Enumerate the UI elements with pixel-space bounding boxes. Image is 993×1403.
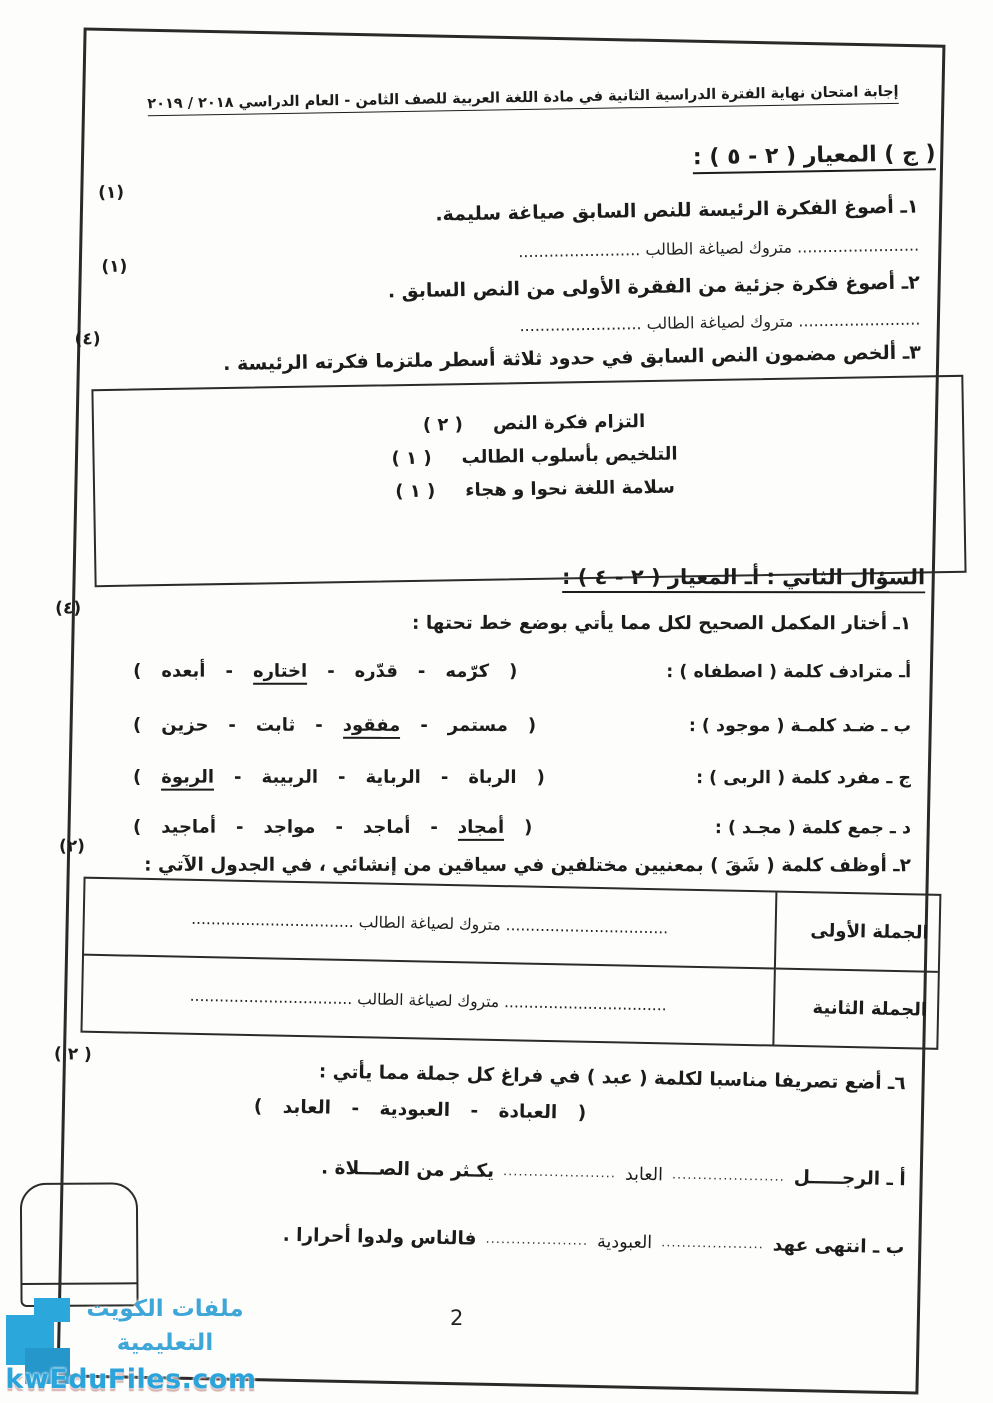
page-number: 2: [450, 1306, 464, 1330]
table-cell-value: ................................. متروك لصياغة الطالب .................................: [189, 986, 667, 1014]
mcq-label: ج ـ مفرد كلمة ( الربى ) :: [696, 768, 912, 789]
question-c1: ١ـ أصوغ الفكرة الرئيسة للنص السابق صياغة سليمة.: [435, 195, 919, 226]
mcq-option: أبعده: [161, 660, 206, 682]
blank-label: أ ـ الرجـــــل: [793, 1166, 906, 1191]
blank-tail: يكـثر من الصـــلاة .: [320, 1157, 495, 1182]
page-border-frame: [53, 27, 946, 1394]
rubric-score: ( ٢ ): [422, 414, 464, 436]
dotted-blank: ....................: [485, 1231, 589, 1249]
section-c-heading: ( ج ) المعيار ( ٢ - ٥ ) :: [693, 141, 936, 174]
paren-open: (: [524, 816, 533, 838]
table-row: [83, 954, 938, 1048]
option-separator: -: [335, 816, 343, 838]
option-separator: -: [315, 714, 323, 736]
watermark-line1: ملفات الكويت: [86, 1296, 244, 1322]
score-mark-6: ( ٢ ): [53, 1044, 93, 1065]
mcq-option: ثابت: [255, 714, 296, 736]
score-mark-5: (٢): [58, 836, 85, 857]
option-separator: -: [430, 816, 438, 838]
dotted-blank: ......................: [671, 1167, 786, 1185]
mcq-option: الرباة: [468, 766, 517, 788]
blank-label: ب ـ انتهى عهد: [772, 1234, 905, 1259]
mcq-option: الرباية: [365, 766, 421, 788]
rubric-criterion: التلخيص بأسلوب الطالب: [461, 443, 678, 469]
option-separator: -: [338, 766, 346, 788]
score-mark-2: (١): [101, 256, 128, 278]
section-2-heading: السؤال الثاني : أـ المعيار ( ٢ - ٤ ) :: [562, 565, 925, 593]
score-mark-4: (٤): [55, 598, 82, 619]
dotted-blank: ......................: [502, 1164, 617, 1182]
question-2-2: ٢ـ أوظف كلمة ( شَقَ ) بمعنيين مختلفين في سياقين من إنشائي ، في الجدول الآتي :: [144, 854, 911, 877]
option-separator: -: [225, 660, 233, 682]
mcq-option-correct: الربوة: [161, 767, 214, 791]
question-2-6: ٦ـ أضع تصريفا مناسبا لكلمة ( عبد ) في فراغ كل جملة مما يأتي :: [318, 1061, 906, 1095]
model-answer: العابد: [624, 1164, 664, 1186]
mcq-label: أـ مترادف كلمة ( اصطفاه ) :: [666, 662, 912, 683]
watermark-arabic-text: [72, 1292, 258, 1360]
mcq-option: حزين: [161, 714, 209, 736]
fill-blank-row-a: [321, 1157, 906, 1190]
table-row-header: الجملة الثانية: [772, 970, 937, 1048]
mcq-option: الربيبة: [261, 766, 319, 788]
watermark-line2: التعليمية: [116, 1330, 214, 1356]
option-separator: -: [420, 714, 428, 736]
paren-close: ): [133, 766, 142, 788]
site-watermark: [0, 1290, 262, 1403]
mcq-option: مستمر: [447, 714, 508, 736]
option-separator: -: [440, 766, 449, 788]
paren-close: ): [133, 714, 142, 736]
watermark-url: kwEduFiles.com: [5, 1364, 257, 1395]
fill-blank-row-b: [282, 1225, 904, 1258]
rubric-score: ( ١ ): [395, 480, 436, 503]
mcq-option: أماجيد: [161, 816, 217, 838]
dotted-blank: ....................: [661, 1235, 764, 1253]
option-separator: -: [327, 660, 335, 682]
score-mark-3: (٤): [74, 329, 101, 350]
sentences-table: [80, 877, 941, 1050]
blank-tail: فالناس ولدوا أحرارا .: [282, 1224, 477, 1250]
mcq-option: أماجد: [362, 816, 411, 838]
rubric-criterion: التزام فكرة النص: [492, 411, 646, 435]
option-separator: -: [235, 816, 244, 838]
table-cell-value: ................................. متروك لصياغة الطالب .................................: [191, 909, 669, 937]
paren-open: (: [527, 714, 537, 736]
mcq-option: كرّمه: [445, 660, 490, 682]
paren-open: (: [536, 766, 545, 788]
paren-open: (: [509, 660, 518, 682]
question-2-1: ١ـ أختار المكمل الصحيح لكل مما يأتي بوضع خط تحتها :: [412, 612, 912, 635]
answer-line-c2: ........................ متروك لصياغة الطالب ........................: [519, 309, 921, 336]
mcq-option-correct: اختاره: [253, 661, 307, 685]
mcq-label: د ـ جمع كلمة ( مجـد ) :: [714, 818, 911, 839]
option-separator: -: [234, 766, 242, 788]
answer-line-c1: ........................ متروك لصياغة الطالب ........................: [518, 235, 920, 262]
rubric-score: ( ١ ): [391, 447, 432, 470]
option-separator: -: [417, 660, 426, 682]
table-row-header: الجملة الأولى: [774, 893, 939, 971]
word-choices: ( العبادة - العبودية - العابد ): [253, 1096, 587, 1124]
paren-close: ): [132, 816, 142, 838]
model-answer: العبودية: [596, 1232, 653, 1254]
rubric-criterion: سلامة اللغة نحوا و هجاء: [465, 476, 676, 502]
doodle-line: [21, 1282, 137, 1285]
question-c3: ٣ـ ألخص مضمون النص السابق في حدود ثلاثة أسطر ملتزما فكرته الرئيسة .: [222, 341, 922, 376]
rounded-shape-doodle: [20, 1182, 139, 1307]
bottom-group: [53, 31, 943, 1392]
mcq-option: قدّره: [354, 660, 398, 682]
question-c2: ٢ـ أصوغ فكرة جزئية من الفقرة الأولى من النص السابق .: [387, 271, 920, 303]
score-mark-1: (١): [97, 182, 125, 204]
exam-header-title: إجابة امتحان نهاية الفترة الدراسية الثانية في مادة اللغة العربية للصف الثامن - العام الدراسي ٢٠١٨ / ٢٠١٩: [147, 84, 899, 116]
option-separator: -: [228, 714, 236, 736]
mcq-option: مواجد: [263, 816, 316, 838]
mcq-label: ب ـ ضـد كلمـة ( موجود ) :: [688, 716, 912, 737]
mcq-option-correct: مفقود: [343, 715, 401, 739]
paren-close: ): [133, 660, 142, 682]
mcq-option-correct: أمجاد: [458, 817, 504, 841]
